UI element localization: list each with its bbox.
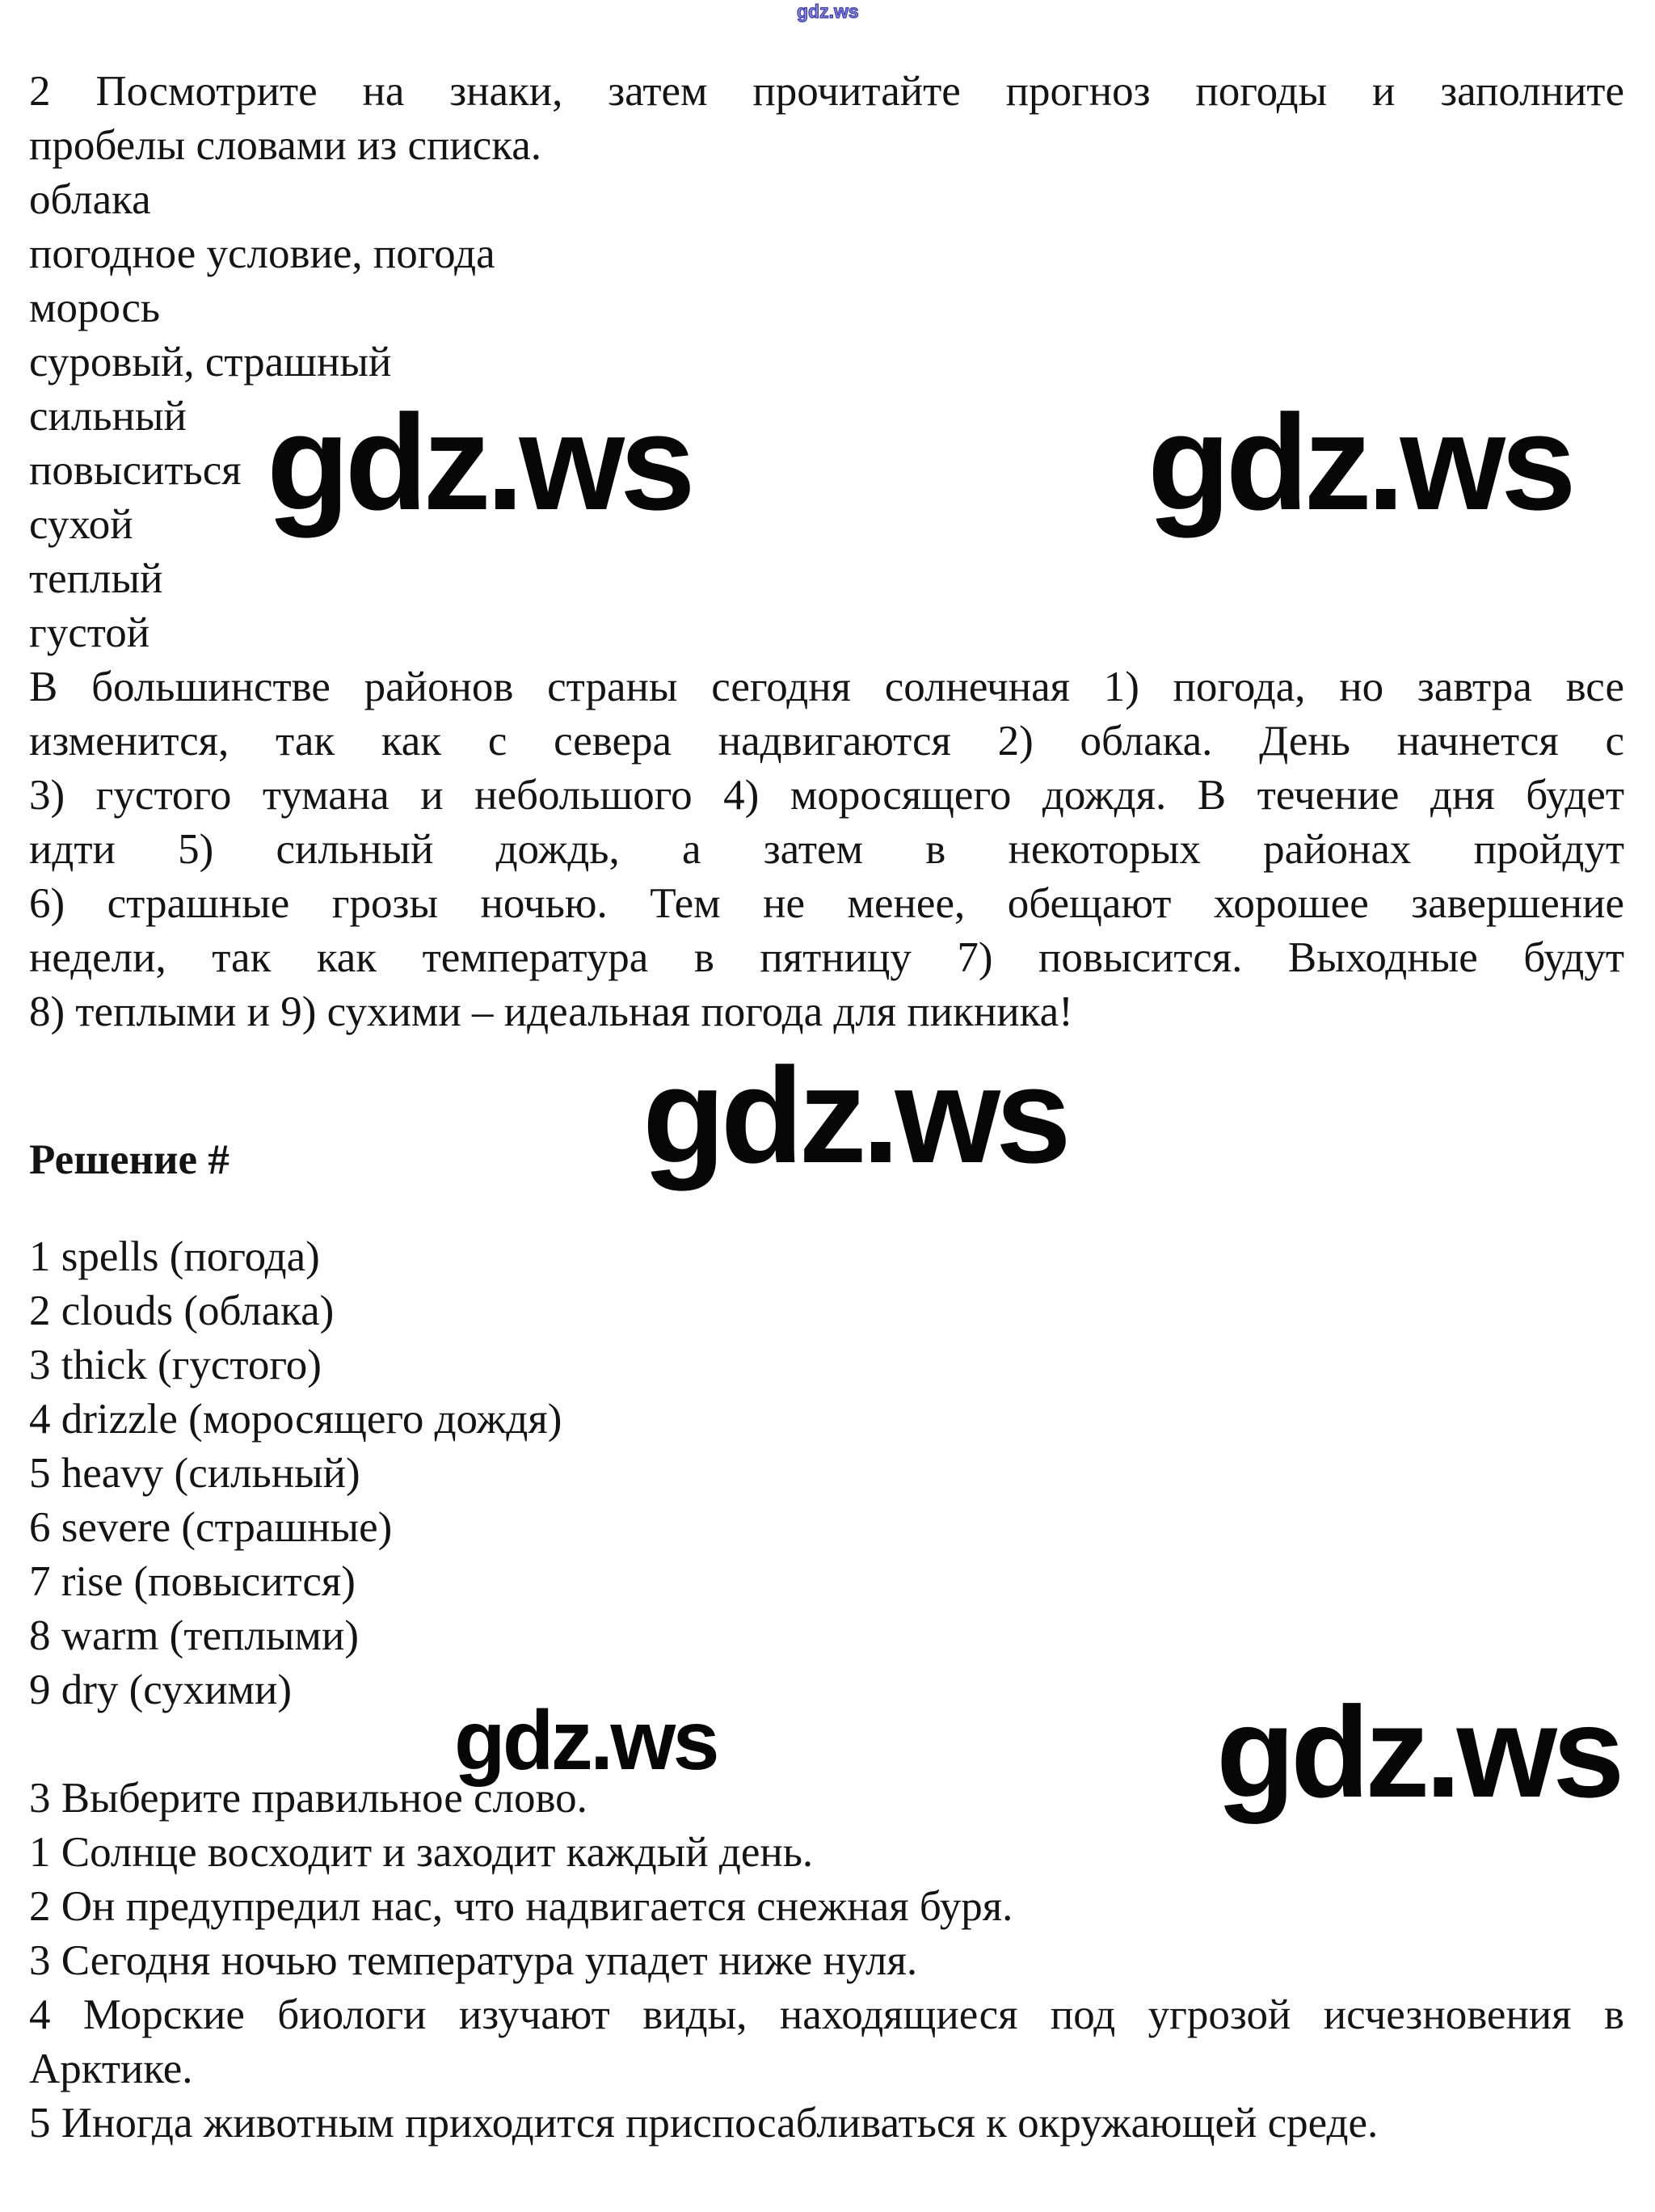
word-list-item-6: повыситься — [29, 447, 242, 494]
answer-item-6: 6 severe (страшные) — [29, 1504, 393, 1551]
task2-instruction-line-1: 2 Посмотрите на знаки, затем прочитайте прогноз погоды и заполните — [29, 68, 1624, 115]
word-list-item-2: погодное условие, погода — [29, 230, 495, 277]
word-list-item-7: сухой — [29, 501, 133, 548]
forecast-line-7: 8) теплыми и 9) сухими – идеальная погода для пикника! — [29, 988, 1073, 1035]
task3-sentence-2: 2 Он предупредил нас, что надвигается снежная буря. — [29, 1883, 1013, 1930]
answer-item-8: 8 warm (теплыми) — [29, 1612, 359, 1659]
task3-sentence-1: 1 Солнце восходит и заходит каждый день. — [29, 1829, 814, 1876]
word-list-item-8: теплый — [29, 555, 163, 602]
answer-item-3: 3 thick (густого) — [29, 1342, 322, 1388]
answer-item-9: 9 dry (сухими) — [29, 1666, 293, 1713]
forecast-line-3: 3) густого тумана и небольшого 4) моросящего дождя. В течение дня будет — [29, 772, 1624, 819]
answer-item-4: 4 drizzle (моросящего дождя) — [29, 1396, 562, 1443]
answer-item-2: 2 clouds (облака) — [29, 1287, 335, 1334]
answer-item-1: 1 spells (погода) — [29, 1233, 320, 1280]
gdzws-watermark-large-2: gdz.ws — [1148, 386, 1572, 538]
forecast-line-4: идти 5) сильный дождь, а затем в некоторых районах пройдут — [29, 826, 1624, 873]
forecast-line-1: В большинстве районов страны сегодня солнечная 1) погода, но завтра все — [29, 664, 1624, 710]
word-list-item-5: сильный — [29, 393, 187, 440]
solution-heading: Решение # — [29, 1136, 230, 1183]
forecast-line-6: недели, так как температура в пятницу 7) повысится. Выходные будут — [29, 934, 1624, 981]
word-list-item-1: облака — [29, 176, 151, 223]
task2-instruction-line-2: пробелы словами из списка. — [29, 122, 541, 169]
task3-heading: 3 Выберите правильное слово. — [29, 1775, 587, 1822]
task3-sentence-4-line-1: 4 Морские биологи изучают виды, находящиеся под угрозой исчезновения в — [29, 1991, 1624, 2038]
forecast-line-5: 6) страшные грозы ночью. Тем не менее, обещают хорошее завершение — [29, 880, 1624, 927]
gdzws-watermark-large-5: gdz.ws — [1216, 1679, 1620, 1824]
task3-sentence-4-line-2: Арктике. — [29, 2046, 193, 2092]
spacer — [29, 1187, 1624, 1230]
gdzws-watermark-small: gdz.ws — [797, 1, 859, 22]
gdzws-watermark-large-1: gdz.ws — [267, 386, 691, 538]
gdzws-watermark-large-3: gdz.ws — [642, 1039, 1067, 1191]
answer-item-7: 7 rise (повысится) — [29, 1558, 356, 1605]
forecast-line-2: изменится, так как с севера надвигаются 2) облака. День начнется с — [29, 718, 1624, 765]
word-list-item-3: морось — [29, 284, 161, 331]
word-list-item-4: суровый, страшный — [29, 339, 392, 386]
word-list-item-9: густой — [29, 609, 150, 656]
task3-sentence-3: 3 Сегодня ночью температура упадет ниже нуля. — [29, 1937, 918, 1984]
gdzws-watermark-large-4: gdz.ws — [454, 1694, 717, 1788]
answer-item-5: 5 heavy (сильный) — [29, 1450, 360, 1497]
task3-sentence-5: 5 Иногда животным приходится приспосабливаться к окружающей среде. — [29, 2100, 1379, 2147]
